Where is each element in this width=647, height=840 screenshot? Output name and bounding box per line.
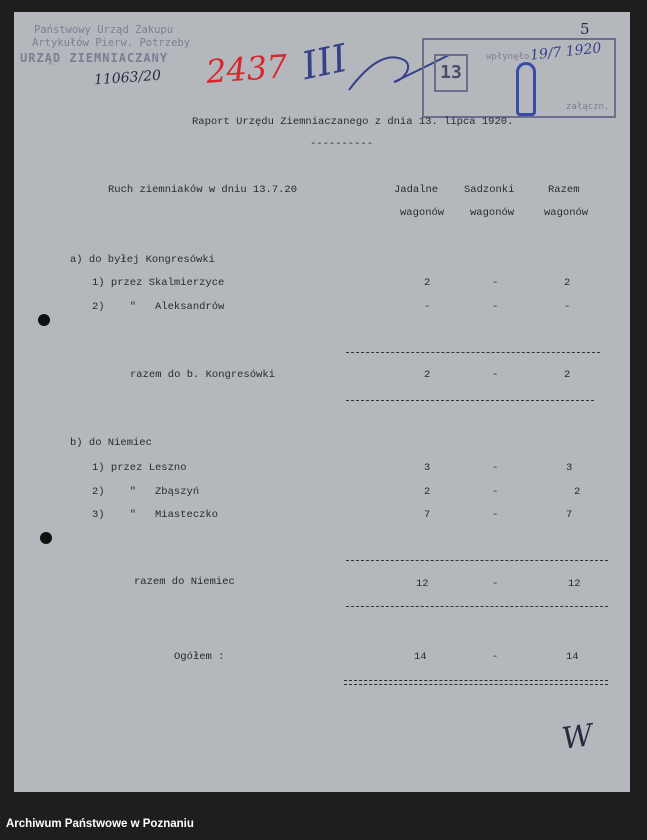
section-b-row-1-jadalne: 3: [424, 462, 431, 474]
section-a-row-1-label: 1) przez Skalmierzyce: [92, 277, 225, 289]
col-sadzonki-unit: wagonów: [470, 207, 515, 219]
stamp-attachments-label: załączn.: [566, 102, 610, 112]
page-number: 5: [580, 20, 590, 38]
section-a-row-2-razem: -: [564, 301, 571, 313]
handwritten-roman-numeral: III: [297, 35, 352, 89]
punch-hole-bottom: [40, 532, 52, 544]
title-underline: ----------: [310, 138, 374, 150]
registration-number: 11063/20: [93, 67, 162, 89]
section-b-subtotal-label: razem do Niemiec: [134, 576, 235, 588]
section-b-row-1-label: 1) przez Leszno: [92, 462, 187, 474]
section-b-subtotal-jadalne: 12: [416, 578, 429, 590]
section-a-subtotal-razem: 2: [564, 369, 571, 381]
archive-footer: Archiwum Państwowe w Poznaniu: [6, 818, 194, 830]
handwritten-date: 19/7 1920: [529, 40, 603, 64]
section-b-row-3-sadzonki: -: [492, 509, 499, 521]
section-a-rule-top: [346, 352, 600, 353]
registry-box-stamp: [422, 38, 616, 118]
grand-total-label: Ogółem :: [174, 651, 225, 663]
section-b-row-2-sadzonki: -: [492, 486, 499, 498]
report-title: Raport Urzędu Ziemniaczanego z dnia 13. lipca 1920.: [192, 116, 514, 128]
section-b-row-3-jadalne: 7: [424, 509, 431, 521]
grand-total-sadzonki: -: [492, 651, 499, 663]
document-page: [14, 12, 630, 792]
section-a-row-1-jadalne: 2: [424, 277, 431, 289]
section-b-rule-bottom: [346, 606, 608, 607]
handwritten-initial: W: [559, 718, 596, 757]
section-b-row-2-label: 2) " Zbąszyń: [92, 486, 200, 498]
punch-hole-top: [38, 314, 50, 326]
section-a-subtotal-jadalne: 2: [424, 369, 431, 381]
section-b-row-1-razem: 3: [566, 462, 573, 474]
section-a-subtotal-label: razem do b. Kongresówki: [130, 369, 275, 381]
section-a-row-2-label: 2) " Aleksandrów: [92, 301, 225, 313]
col-sadzonki-header: Sadzonki: [464, 184, 515, 196]
red-handwritten-number: 2437: [204, 47, 289, 91]
section-a-rule-bottom: [346, 400, 594, 401]
stamp-date-label: wpłynęło: [486, 52, 530, 62]
section-a-row-1-sadzonki: -: [492, 277, 499, 289]
section-a-row-2-jadalne: -: [424, 301, 431, 313]
stamp-line-1: Państwowy Urząd Zakupu: [34, 24, 174, 36]
stamp-line-3: URZĄD ZIEMNIACZANY: [20, 51, 169, 65]
section-b-rule-top: [346, 560, 608, 561]
handwritten-zero-mark: [516, 62, 536, 116]
section-b-row-1-sadzonki: -: [492, 462, 499, 474]
section-b-row-3-razem: 7: [566, 509, 573, 521]
col-razem-header: Razem: [548, 184, 580, 196]
grand-total-double-rule: [344, 680, 608, 685]
section-a-subtotal-sadzonki: -: [492, 369, 499, 381]
section-a-title: a) do byłej Kongresówki: [70, 254, 215, 266]
section-b-row-2-razem: 2: [574, 486, 581, 498]
section-b-row-2-jadalne: 2: [424, 486, 431, 498]
section-b-subtotal-razem: 12: [568, 578, 581, 590]
grand-total-jadalne: 14: [414, 651, 427, 663]
section-b-title: b) do Niemiec: [70, 437, 152, 449]
row-label-header: Ruch ziemniaków w dniu 13.7.20: [108, 184, 298, 196]
stamp-line-2: Artykułów Pierw. Potrzeby: [32, 37, 191, 49]
section-b-subtotal-sadzonki: -: [492, 578, 499, 590]
grand-total-razem: 14: [566, 651, 579, 663]
col-razem-unit: wagonów: [544, 207, 589, 219]
section-b-row-3-label: 3) " Miasteczko: [92, 509, 219, 521]
section-a-row-1-razem: 2: [564, 277, 571, 289]
col-jadalne-header: Jadalne: [394, 184, 439, 196]
col-jadalne-unit: wagonów: [400, 207, 445, 219]
section-a-row-2-sadzonki: -: [492, 301, 499, 313]
stamp-box-number: 13: [434, 54, 468, 92]
